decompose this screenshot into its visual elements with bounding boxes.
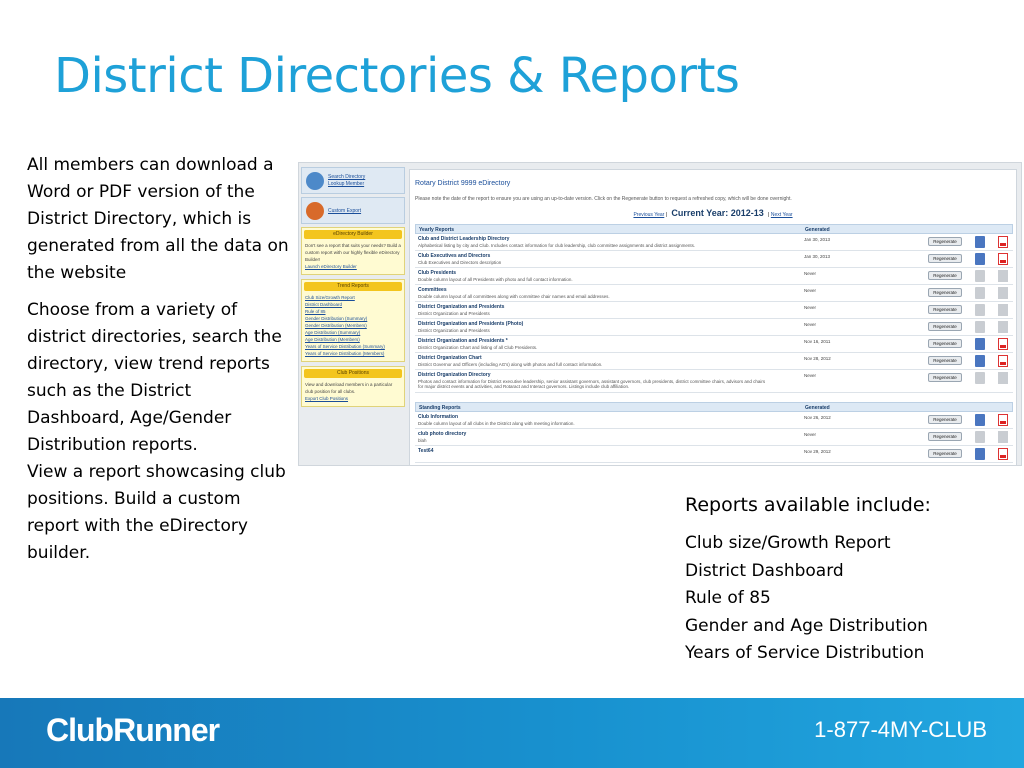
generated-date: Nov 28, 2012 xyxy=(804,356,831,361)
paragraph-download: All members can download a Word or PDF version of the District Directory, which is generated from all the data on the website xyxy=(27,155,289,283)
year-navigation xyxy=(410,208,1016,218)
trend-link[interactable]: Age Distribution (Members) xyxy=(305,337,360,342)
pdf-download-icon[interactable] xyxy=(998,448,1008,460)
word-download-icon[interactable] xyxy=(975,355,985,367)
yearly-reports-table xyxy=(415,224,1013,393)
box-header: Club Positions xyxy=(304,369,402,378)
generated-date: Nov 26, 2012 xyxy=(804,415,831,420)
edirectory-title: Rotary District 9999 eDirectory xyxy=(415,180,511,187)
report-description: Double column layout of all committees along with committee chair names and email addresses. xyxy=(418,294,610,299)
footer-bar xyxy=(0,698,1024,768)
word-download-icon[interactable] xyxy=(975,448,985,460)
edirectory-description: Please note the date of the report to ensure you are using an up-to-date version. Click on the Regenerate button to request a refreshed copy, which will be done overnight. xyxy=(415,196,792,202)
regenerate-button[interactable]: Regenerate xyxy=(928,432,962,441)
regenerate-button[interactable]: Regenerate xyxy=(928,254,962,263)
report-name: District Organization Directory xyxy=(418,372,491,378)
table-row xyxy=(415,429,1013,446)
list-item: Rule of 85 xyxy=(685,588,771,608)
report-name: Committees xyxy=(418,287,447,293)
edirectory-sidebar xyxy=(301,167,405,411)
generated-column: Generated xyxy=(805,227,830,233)
clubrunner-logo: ClubRunner xyxy=(46,712,220,748)
word-download-icon[interactable] xyxy=(975,236,985,248)
current-year: Current Year: 2012-13 xyxy=(671,208,764,218)
pdf-download-icon[interactable] xyxy=(998,338,1008,350)
box-header: eDirectory Builder xyxy=(304,230,402,239)
list-item: Gender and Age Distribution xyxy=(685,615,928,636)
table-row xyxy=(415,412,1013,429)
reports-heading: Reports available include: xyxy=(685,494,931,516)
club-positions-box xyxy=(301,366,405,407)
search-directory-label[interactable]: Search Directory xyxy=(328,174,366,180)
trend-link[interactable]: Age Distribution (Summary) xyxy=(305,330,361,335)
nav-separator: | xyxy=(665,212,667,218)
generated-date: Jan 30, 2013 xyxy=(804,237,831,242)
generated-date: Nov 16, 2011 xyxy=(804,339,831,344)
edirectory-main xyxy=(409,169,1017,466)
trend-link[interactable]: Years of Service Distribution (Summary) xyxy=(305,344,385,349)
edirectory-builder-box xyxy=(301,227,405,275)
report-description: Double column layout of all clubs in the District along with meeting information. xyxy=(418,421,575,426)
generated-column: Generated xyxy=(805,405,830,411)
pdf-download-icon xyxy=(998,372,1008,384)
word-download-icon xyxy=(975,304,985,316)
trend-link[interactable]: Gender Distribution (Summary) xyxy=(305,316,368,321)
report-name: Club Presidents xyxy=(418,270,457,276)
report-name: club photo directory xyxy=(418,431,467,437)
left-description xyxy=(27,152,289,577)
regenerate-button[interactable]: Regenerate xyxy=(928,356,962,365)
word-download-icon xyxy=(975,372,985,384)
table-row xyxy=(415,446,1013,463)
next-year-link[interactable]: Next Year xyxy=(770,212,793,218)
custom-export-icon xyxy=(306,202,324,220)
word-download-icon[interactable] xyxy=(975,253,985,265)
standing-reports-table xyxy=(415,402,1013,463)
table-row xyxy=(415,302,1013,319)
report-name: District Organization and Presidents xyxy=(418,304,505,310)
word-download-icon xyxy=(975,321,985,333)
section-heading: Standing Reports xyxy=(419,405,461,411)
generated-date: Never xyxy=(804,373,817,378)
word-download-icon xyxy=(975,431,985,443)
previous-year-link[interactable]: Previous Year xyxy=(633,212,665,218)
generated-date: Never xyxy=(804,271,817,276)
regenerate-button[interactable]: Regenerate xyxy=(928,237,962,246)
table-row xyxy=(415,234,1013,251)
pdf-download-icon[interactable] xyxy=(998,355,1008,367)
lookup-member-label[interactable]: Lookup Member xyxy=(328,181,365,187)
report-name: Club Information xyxy=(418,414,458,420)
box-text: Don't see a report that suits your needs? Build a custom report with our highly flexible eDirectory Builder! xyxy=(305,243,401,262)
report-description: District Organization and Presidents xyxy=(418,311,490,316)
section-heading: Yearly Reports xyxy=(419,227,455,233)
regenerate-button[interactable]: Regenerate xyxy=(928,373,962,382)
box-text: View and download members in a particular club position for all clubs. xyxy=(305,382,393,394)
regenerate-button[interactable]: Regenerate xyxy=(928,339,962,348)
trend-link[interactable]: Years of Service Distribution (Members) xyxy=(305,351,385,356)
table-row xyxy=(415,268,1013,285)
search-people-icon xyxy=(306,172,324,190)
pdf-download-icon xyxy=(998,304,1008,316)
list-item: District Dashboard xyxy=(685,560,844,581)
custom-export-link[interactable] xyxy=(301,197,405,224)
table-row xyxy=(415,353,1013,370)
report-name: Club and District Leadership Directory xyxy=(418,236,510,242)
regenerate-button[interactable]: Regenerate xyxy=(928,322,962,331)
list-item: Club size/Growth Report xyxy=(685,533,891,553)
nav-separator: | xyxy=(768,212,770,218)
table-row xyxy=(415,251,1013,268)
report-name: District Organization and Presidents * xyxy=(418,338,508,344)
phone-number: 1-877-4MY-CLUB xyxy=(814,717,987,742)
regenerate-button[interactable]: Regenerate xyxy=(928,449,962,458)
generated-date: Never xyxy=(804,305,817,310)
export-club-positions-link[interactable]: Export Club Positions xyxy=(305,396,349,401)
pdf-download-icon[interactable] xyxy=(998,236,1008,248)
pdf-download-icon xyxy=(998,321,1008,333)
pdf-download-icon[interactable] xyxy=(998,414,1008,426)
report-description: District Governor and Officers (including AG's) along with photos and full contact information. xyxy=(418,362,603,367)
report-name: District Organization and Presidents (Photo) xyxy=(418,321,524,327)
generated-date: Never xyxy=(804,322,817,327)
report-description: Alphabetical listing by city and Club. Includes contact information for club leadership, club committee assignments and district assignments. xyxy=(418,243,696,248)
paragraph-choose: Choose from a variety of district directories, search the directory, view trend reports such as the District Dashboard, Age/Gender Distribution reports. xyxy=(27,300,282,455)
search-directory-link[interactable] xyxy=(301,167,405,194)
table-header xyxy=(415,224,1013,234)
paragraph-view: View a report showcasing club positions. Build a custom report with the eDirectory builder. xyxy=(27,462,286,563)
table-row xyxy=(415,370,1013,393)
custom-export-label[interactable]: Custom Export xyxy=(328,208,362,214)
regenerate-button[interactable]: Regenerate xyxy=(928,288,962,297)
word-download-icon[interactable] xyxy=(975,338,985,350)
trend-link[interactable]: District Dashboard xyxy=(305,302,343,307)
generated-date: Never xyxy=(804,432,817,437)
trend-reports-box xyxy=(301,279,405,362)
report-description: District Organization Chart and listing of all Club Presidents. xyxy=(418,345,538,350)
report-description: blah xyxy=(418,438,427,443)
table-row xyxy=(415,319,1013,336)
report-name: Club Executives and Directors xyxy=(418,253,491,259)
report-name: Test64 xyxy=(418,448,434,454)
table-row xyxy=(415,285,1013,302)
regenerate-button[interactable]: Regenerate xyxy=(928,415,962,424)
report-description: Double column layout of all Presidents with photo and full contact information. xyxy=(418,277,573,282)
trend-link[interactable]: Rule of 85 xyxy=(305,309,326,314)
trend-link[interactable]: Club Size/Growth Report xyxy=(305,295,355,300)
generated-date: Jan 30, 2013 xyxy=(804,254,831,259)
regenerate-button[interactable]: Regenerate xyxy=(928,271,962,280)
report-description: Photos and contact information for District executive leadership, senior assistant governors, assistant governors, club presidents, district committee chairs, advisors and chairs for major district events and activities, and Rotaract and Interact governors. Listings include club affiliation. xyxy=(418,379,766,389)
word-download-icon xyxy=(975,270,985,282)
table-header xyxy=(415,402,1013,412)
report-description: Club Executives and Directors description xyxy=(418,260,502,265)
list-item: Years of Service Distribution xyxy=(685,643,925,663)
regenerate-button[interactable]: Regenerate xyxy=(928,305,962,314)
box-header: Trend Reports xyxy=(304,282,402,291)
pdf-download-icon xyxy=(998,431,1008,443)
edirectory-screenshot xyxy=(298,162,1022,466)
report-description: District Organization and Presidents xyxy=(418,328,490,333)
reports-available xyxy=(685,494,1005,668)
trend-link[interactable]: Gender Distribution (Members) xyxy=(305,323,367,328)
report-name: District Organization Chart xyxy=(418,355,482,361)
pdf-download-icon[interactable] xyxy=(998,253,1008,265)
pdf-download-icon xyxy=(998,287,1008,299)
word-download-icon xyxy=(975,287,985,299)
pdf-download-icon xyxy=(998,270,1008,282)
generated-date: Nov 29, 2012 xyxy=(804,449,831,454)
table-row xyxy=(415,336,1013,353)
launch-builder-link[interactable]: Launch eDirectory Builder xyxy=(305,264,357,269)
reports-list xyxy=(685,530,1005,668)
word-download-icon[interactable] xyxy=(975,414,985,426)
slide-title: District Directories & Reports xyxy=(54,48,740,104)
generated-date: Never xyxy=(804,288,817,293)
